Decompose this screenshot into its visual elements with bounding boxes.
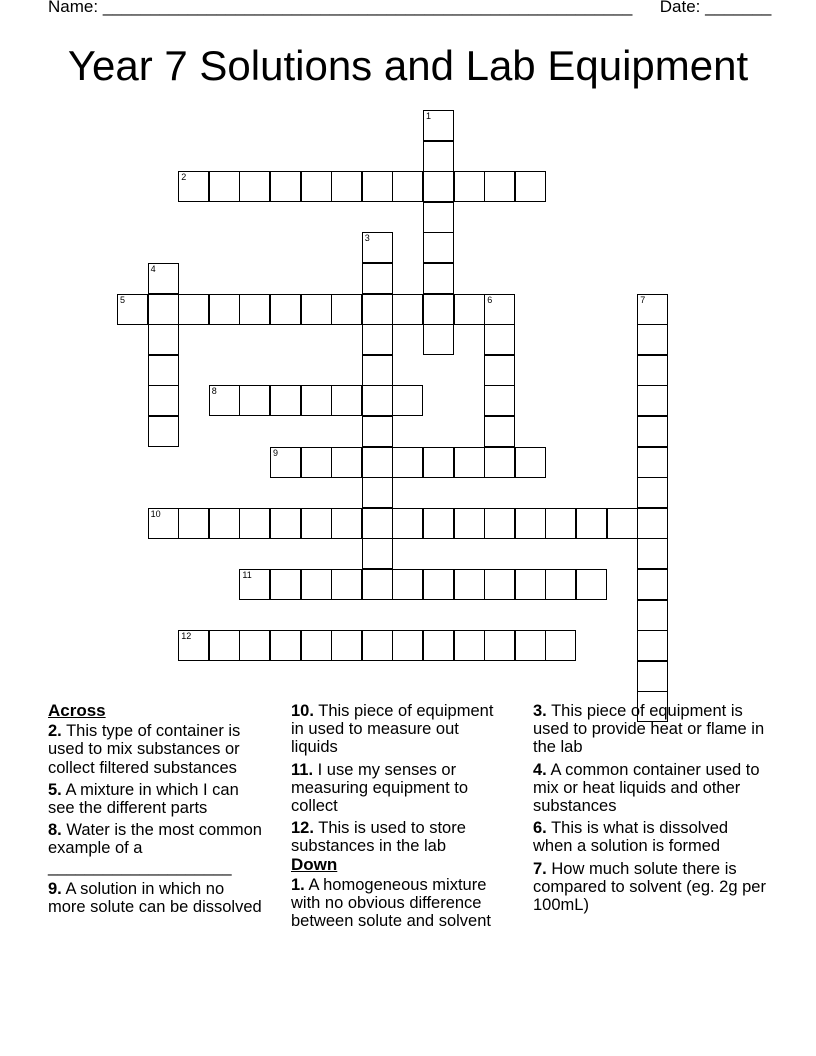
- crossword-cell[interactable]: [392, 569, 423, 600]
- crossword-cell[interactable]: [301, 569, 332, 600]
- clue-number: 3: [364, 233, 370, 244]
- clue-column-3: [533, 702, 767, 918]
- crossword-cell[interactable]: [515, 447, 546, 478]
- crossword-cell[interactable]: [362, 416, 393, 447]
- crossword-cell[interactable]: [362, 538, 393, 569]
- crossword-cell[interactable]: [301, 630, 332, 661]
- crossword-cell[interactable]: [637, 294, 668, 325]
- crossword-cell[interactable]: [423, 324, 454, 355]
- clue-across-5: 5. A mixture in which I can see the different parts: [48, 780, 239, 818]
- crossword-cell[interactable]: [178, 294, 209, 325]
- crossword-cell[interactable]: [484, 447, 515, 478]
- crossword-cell[interactable]: [637, 661, 668, 692]
- crossword-cell[interactable]: [148, 294, 179, 325]
- clue-number: 8: [211, 386, 217, 397]
- crossword-cell[interactable]: [637, 416, 668, 447]
- crossword-cell[interactable]: [270, 447, 301, 478]
- clue-across-8: 8. Water is the most common example of a ____________________: [48, 821, 262, 876]
- crossword-cell[interactable]: [637, 324, 668, 355]
- clue-down-3: 3. This piece of equipment is used to provide heat or flame in the lab: [533, 702, 765, 757]
- crossword-cell[interactable]: [637, 630, 668, 661]
- crossword-cell[interactable]: [239, 385, 270, 416]
- clue-column-2: [291, 702, 509, 934]
- crossword-cell[interactable]: [362, 355, 393, 386]
- crossword-cell[interactable]: [392, 294, 423, 325]
- crossword-cell[interactable]: [362, 171, 393, 202]
- clue-column-1: [48, 702, 266, 920]
- clue-across-2: 2. This type of container is used to mix substances or collect filtered substances: [48, 722, 241, 777]
- clue-down-7: 7. How much solute there is compared to solvent (eg. 2g per 100mL): [533, 859, 766, 915]
- crossword-cell[interactable]: [362, 630, 393, 661]
- crossword-cell[interactable]: [423, 141, 454, 172]
- clue-number: 5: [120, 294, 126, 305]
- clue-across-10: 10. This piece of equipment in used to measure out liquids: [291, 702, 494, 757]
- crossword-cell[interactable]: [423, 232, 454, 263]
- crossword-cell[interactable]: [484, 569, 515, 600]
- clue-number: 10: [150, 508, 161, 519]
- clue-across-9: 9. A solution in which no more solute can be dissolved: [48, 879, 262, 917]
- crossword-cell[interactable]: [239, 569, 270, 600]
- crossword-cell[interactable]: [637, 477, 668, 508]
- crossword-cell[interactable]: [178, 508, 209, 539]
- crossword-cell[interactable]: [637, 447, 668, 478]
- crossword-cell[interactable]: [423, 630, 454, 661]
- crossword-cell[interactable]: [423, 508, 454, 539]
- crossword-cell[interactable]: [362, 508, 393, 539]
- crossword-cell[interactable]: [515, 569, 546, 600]
- crossword-cell[interactable]: [637, 538, 668, 569]
- crossword-cell[interactable]: [484, 324, 515, 355]
- crossword-cell[interactable]: [392, 171, 423, 202]
- name-blank[interactable]: ________________________________________________________: [102, 0, 633, 16]
- crossword-cell[interactable]: [209, 508, 240, 539]
- crossword-cell[interactable]: [301, 385, 332, 416]
- crossword-cell[interactable]: [637, 600, 668, 631]
- down-heading: Down: [291, 854, 338, 874]
- clue-down-6: 6. This is what is dissolved when a solution is formed: [533, 819, 729, 856]
- crossword-cell[interactable]: [484, 355, 515, 386]
- crossword-cell[interactable]: [423, 447, 454, 478]
- crossword-cell[interactable]: [270, 294, 301, 325]
- crossword-cell[interactable]: [148, 508, 179, 539]
- crossword-cell[interactable]: [637, 569, 668, 600]
- crossword-cell[interactable]: [392, 385, 423, 416]
- crossword-cell[interactable]: [362, 263, 393, 294]
- crossword-cell[interactable]: [484, 508, 515, 539]
- crossword-cell[interactable]: [392, 630, 423, 661]
- crossword-cell[interactable]: [239, 630, 270, 661]
- clue-number: 12: [181, 631, 192, 642]
- crossword-cell[interactable]: [454, 569, 485, 600]
- name-label: Name:: [48, 0, 99, 16]
- crossword-cell[interactable]: [239, 171, 270, 202]
- crossword-cell[interactable]: [148, 355, 179, 386]
- crossword-cell[interactable]: [545, 508, 576, 539]
- crossword-cell[interactable]: [148, 385, 179, 416]
- crossword-cell[interactable]: [331, 385, 362, 416]
- crossword-cell[interactable]: [331, 508, 362, 539]
- clue-number: 7: [640, 294, 646, 305]
- crossword-cell[interactable]: [362, 477, 393, 508]
- crossword-cell[interactable]: [423, 569, 454, 600]
- crossword-cell[interactable]: [331, 569, 362, 600]
- crossword-cell[interactable]: [484, 385, 515, 416]
- crossword-cell[interactable]: [454, 630, 485, 661]
- crossword-cell[interactable]: [423, 202, 454, 233]
- clue-across-12: 12. This is used to store substances in the lab: [291, 819, 466, 856]
- clue-number: 4: [150, 264, 156, 274]
- crossword-cell[interactable]: [576, 569, 607, 600]
- crossword-cell[interactable]: [423, 294, 454, 325]
- crossword-cell[interactable]: [362, 324, 393, 355]
- crossword-cell[interactable]: [423, 110, 454, 141]
- crossword-cell[interactable]: [484, 171, 515, 202]
- date-blank[interactable]: _______: [705, 0, 772, 16]
- crossword-cell[interactable]: [239, 294, 270, 325]
- crossword-cell[interactable]: [148, 416, 179, 447]
- crossword-cell[interactable]: [392, 447, 423, 478]
- crossword-cell[interactable]: [362, 569, 393, 600]
- crossword-cell[interactable]: [178, 171, 209, 202]
- crossword-cell[interactable]: [637, 355, 668, 386]
- crossword-cell[interactable]: [423, 263, 454, 294]
- crossword-cell[interactable]: [270, 569, 301, 600]
- crossword-cell[interactable]: [637, 508, 668, 539]
- crossword-cell[interactable]: [209, 385, 240, 416]
- crossword-cell[interactable]: [209, 294, 240, 325]
- crossword-cell[interactable]: [270, 630, 301, 661]
- crossword-cell[interactable]: [148, 324, 179, 355]
- clue-number: 1: [426, 111, 432, 121]
- crossword-cell[interactable]: [301, 294, 332, 325]
- crossword-cell[interactable]: [331, 294, 362, 325]
- clue-across-11: 11. I use my senses or measuring equipment to collect: [291, 760, 469, 816]
- crossword-cell[interactable]: [515, 171, 546, 202]
- crossword-cell[interactable]: [270, 508, 301, 539]
- crossword-cell[interactable]: [607, 508, 638, 539]
- crossword-cell[interactable]: [392, 508, 423, 539]
- clue-number: 2: [181, 172, 187, 183]
- crossword-cell[interactable]: [270, 171, 301, 202]
- crossword-cell[interactable]: [117, 294, 148, 325]
- crossword-cell[interactable]: [209, 171, 240, 202]
- crossword-cell[interactable]: [362, 232, 393, 263]
- crossword-cell[interactable]: [454, 294, 485, 325]
- crossword-cell[interactable]: [484, 294, 515, 325]
- crossword-cell[interactable]: [454, 508, 485, 539]
- crossword-cell[interactable]: [362, 385, 393, 416]
- crossword-cell[interactable]: [331, 630, 362, 661]
- crossword-cell[interactable]: [270, 385, 301, 416]
- page-title: Year 7 Solutions and Lab Equipment: [67, 42, 749, 89]
- crossword-cell[interactable]: [301, 447, 332, 478]
- clue-number: 11: [242, 570, 252, 580]
- crossword-cell[interactable]: [515, 508, 546, 539]
- crossword-cell[interactable]: [454, 447, 485, 478]
- crossword-cell[interactable]: [362, 447, 393, 478]
- crossword-cell[interactable]: [423, 171, 454, 202]
- clue-down-4: 4. A common container used to mix or heat liquids and other substances: [533, 760, 760, 816]
- crossword-cell[interactable]: [515, 630, 546, 661]
- crossword-cell[interactable]: [331, 171, 362, 202]
- clue-down-1: 1. A homogeneous mixture with no obvious difference between solute and solvent: [291, 875, 491, 931]
- across-heading: Across: [48, 701, 106, 720]
- crossword-cell[interactable]: [454, 171, 485, 202]
- crossword-cell[interactable]: [209, 630, 240, 661]
- date-label: Date:: [659, 0, 701, 16]
- crossword-cell[interactable]: [362, 294, 393, 325]
- crossword-cell[interactable]: [331, 447, 362, 478]
- crossword-cell[interactable]: [301, 171, 332, 202]
- clue-number: 6: [487, 294, 493, 305]
- crossword-cell[interactable]: [484, 630, 515, 661]
- crossword-cell[interactable]: [545, 569, 576, 600]
- crossword-cell[interactable]: [148, 263, 179, 294]
- crossword-cell[interactable]: [484, 416, 515, 447]
- crossword-cell[interactable]: [301, 508, 332, 539]
- crossword-cell[interactable]: [545, 630, 576, 661]
- crossword-cell[interactable]: [178, 630, 209, 661]
- crossword-cell[interactable]: [576, 508, 607, 539]
- crossword-cell[interactable]: [637, 385, 668, 416]
- clue-number: 9: [273, 447, 279, 458]
- crossword-cell[interactable]: [239, 508, 270, 539]
